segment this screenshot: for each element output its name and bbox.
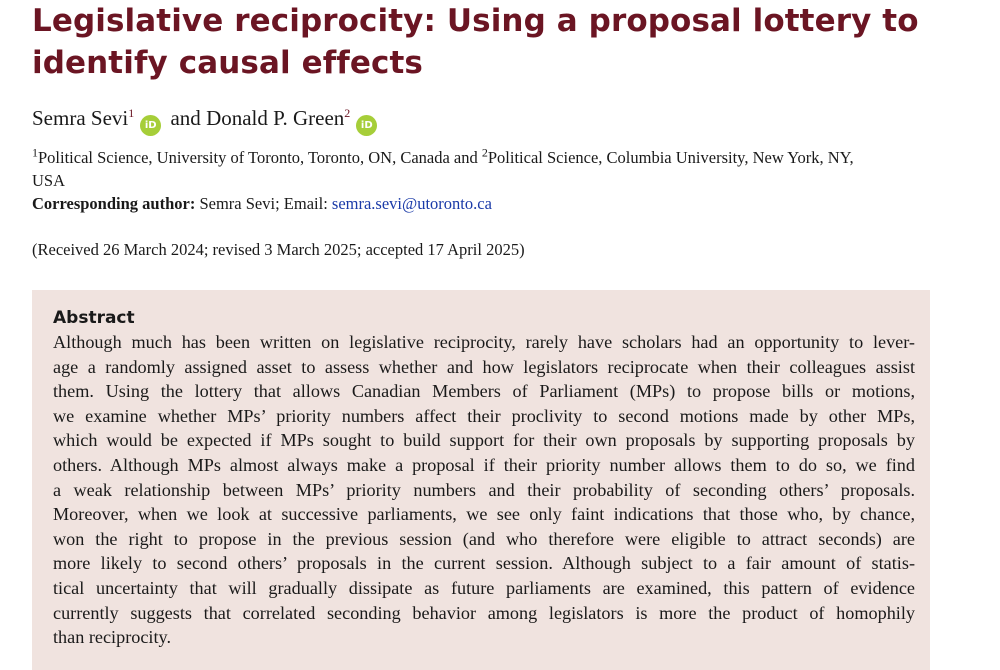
abstract-line: Although much has been written on legislative reciprocity, rarely have scholars had an opportunity to lever- [53,332,915,352]
abstract-line: which would be expected if MPs sought to build support for their own proposals by supporting proposals by [53,430,915,451]
author-affil-marker: 2 [344,106,351,120]
abstract-line: Moreover, when we look at successive parliaments, we see only faint indications that those who, by chance, [53,504,915,525]
affiliation-2-continued: USA [32,171,66,190]
email-link[interactable]: semra.sevi@utoronto.ca [331,194,492,213]
paper-title: Legislative reciprocity: Using a proposal lottery to identify causal effects [32,3,919,81]
abstract-text [53,330,915,650]
abstract-box [32,290,930,670]
received-dates: (Received 26 March 2024; revised 3 March 2025; accepted 17 April 2025) [32,240,525,259]
orcid-icon[interactable]: iD [356,115,377,136]
abstract-line: a weak relationship between MPs’ priority numbers and their probability of seconding others’ proposals. [53,479,915,500]
affiliation-1: Political Science, University of Toronto, Toronto, ON, Canada and [38,148,478,167]
abstract-line: we examine whether MPs’ priority numbers affect their proclivity to second motions made by other MPs, [53,405,915,426]
affiliation-2: Political Science, Columbia University, New York, NY, [487,148,854,167]
author-name: Semra Sevi [32,106,129,130]
corresponding-author [32,192,932,215]
author-name: Donald P. Green [206,106,345,130]
author-affil-marker: 1 [128,106,135,120]
author-connector: and [170,106,201,130]
affiliation-line [32,146,932,169]
abstract-line: more likely to second others’ proposals in the current session. Although subject to a fair amount of statis- [53,553,915,574]
abstract-line: than reciprocity. [53,627,171,648]
abstract-line: others. Although MPs almost always make a proposal if their priority number allows them to do so, we find [53,454,915,475]
affil-marker: 1 [32,145,38,160]
corresponding-text: Semra Sevi; Email: [199,194,328,213]
author-list [32,103,381,136]
abstract-line: currently suggests that correlated seconding behavior among legislators is more the product of homophily [53,602,915,623]
affil-marker: 2 [481,145,488,160]
abstract-line: won the right to propose in the previous session (and who therefore were eligible to attract seconds) are [53,528,915,549]
abstract-line: them. Using the lottery that allows Canadian Members of Parliament (MPs) to propose bills or motions, [53,381,915,402]
abstract-heading: Abstract [53,308,135,328]
affiliations [32,146,932,215]
corresponding-label: Corresponding author: [32,194,196,213]
abstract-line: tical uncertainty that will gradually dissipate as future parliaments are examined, this pattern of evidence [53,577,915,598]
orcid-icon[interactable]: iD [140,115,161,136]
abstract-line: age a randomly assigned asset to assess whether and how legislators reciprocate when their colleagues assist [53,356,915,377]
